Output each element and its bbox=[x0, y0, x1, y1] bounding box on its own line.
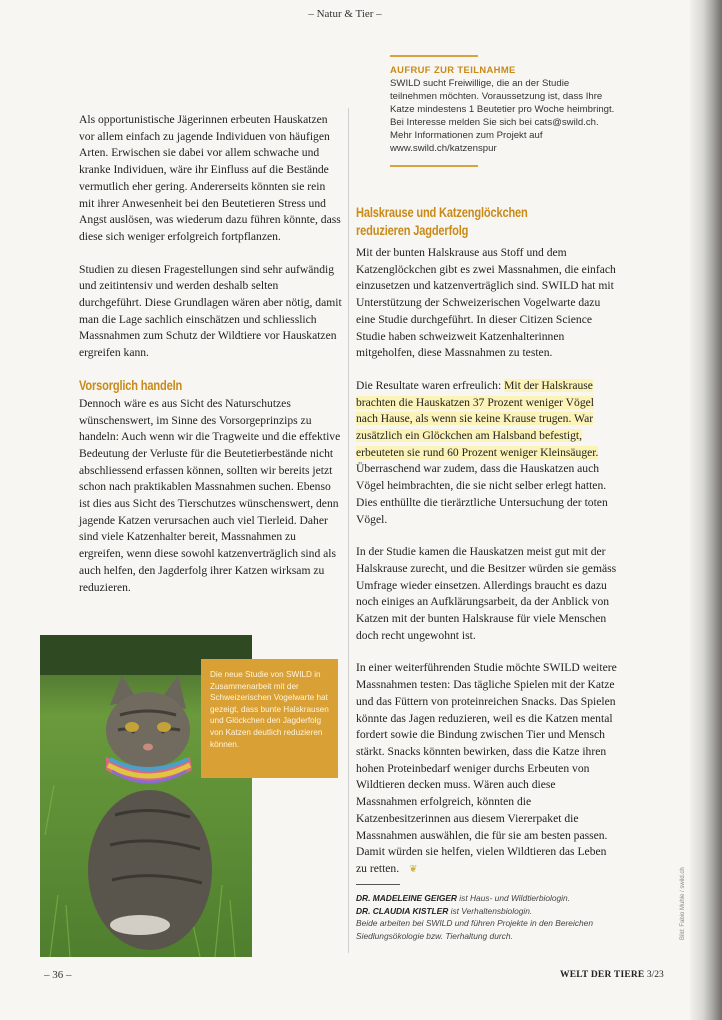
column-divider bbox=[348, 108, 349, 953]
photo-caption bbox=[201, 659, 338, 778]
participation-callout bbox=[390, 55, 618, 167]
vorsorglich-paragraph: Dennoch wäre es aus Sicht des Naturschutzes wünschenswert, im Sinne des Vorsorgeprinzips zu handeln: Auch wenn wir die Tragweite und die effektive Bedeutung der Verluste für die Beutetierbestände nicht abschliessend erfassen können, sollten wir bereits jetzt schon nach praktikablen Massnahmen suchen. Ebenso ist dies aus Sicht des Tierschutzes wünschenswert, denn jagende Katzen verursachen auch viel Tierleid. Daher sind viele Katzenhalter bereit, Massnahmen zu ergreifen, wenn diese sowohl katzenverträglich sind als auch helfen, den Jagderfolg ihrer Katzen wirksam zu reduzieren. bbox=[79, 396, 341, 594]
results-lead: Die Resultate waren erfreulich: bbox=[356, 378, 505, 392]
author-2 bbox=[356, 905, 620, 918]
author-2-role: ist Verhaltensbiologin. bbox=[448, 905, 533, 916]
end-mark-icon: ❦ bbox=[409, 863, 418, 875]
author-1-name: DR. MADELEINE GEIGER bbox=[356, 893, 457, 903]
author-rule bbox=[356, 884, 400, 885]
page-number: – 36 – bbox=[44, 969, 72, 981]
callout-title: AUFRUF ZUR TEILNAHME bbox=[390, 64, 516, 75]
page-spine-shadow bbox=[690, 0, 722, 1020]
author-2-name: DR. CLAUDIA KISTLER bbox=[356, 905, 449, 916]
results-paragraph bbox=[356, 378, 618, 528]
author-info bbox=[356, 884, 620, 942]
results-rest: Überraschend war zudem, dass die Hauskatzen auch Vögel heimbrachten, die sie nicht selber erlegt hatten. Dies enthüllte die tierärztliche Untersuchung der toten Vögel. bbox=[356, 462, 608, 526]
section-label: – Natur & Tier – bbox=[308, 8, 382, 20]
callout-bottom-rule bbox=[390, 165, 478, 167]
magazine-name: WELT DER TIERE bbox=[560, 970, 645, 980]
issue-number: 3/23 bbox=[644, 970, 664, 980]
author-1-role: ist Haus- und Wildtierbiologin. bbox=[456, 893, 571, 903]
study-paragraph: In der Studie kamen die Hauskatzen meist gut mit der Halskrause zurecht, und die Besitzer würden sie gemäss Umfrage wieder einsetzen. Allerdings braucht es dazu noch einiges an Aufklärungsarbeit, da der Anblick von Katzen mit der bunten Halskrause für viele Menschen doch recht ungewohnt ist. bbox=[356, 545, 617, 642]
heading-halskrause-line1: Halskrause und Katzenglöckchen bbox=[356, 205, 528, 220]
left-column bbox=[79, 112, 342, 612]
results-highlight: Mit der Halskrause brachten die Hauskatzen 37 Prozent weniger Vögel nach Hause, als wenn sie keine Krause trugen. War zusätzlich ein Glöckchen am Halsband befestigt, erbeuteten sie rund 60 Prozent weniger Kleinsäuger. bbox=[356, 378, 599, 459]
heading-halskrause-line2: reduzieren Jagderfolg bbox=[356, 223, 469, 238]
further-study-paragraph bbox=[356, 660, 618, 878]
callout-text: SWILD sucht Freiwillige, die an der Studie teilnehmen möchten. Voraussetzung ist, dass Ihre Katze mindestens 1 Beutetier pro Woche heimbringt. Bei Interesse melden Sie sich bei cats@swild.ch. Mehr Informationen zum Projekt auf www.swild.ch/katzenspur bbox=[390, 78, 615, 154]
photo-caption-text: Die neue Studie von SWILD in Zusammenarbeit mit der Schweizerischen Vogelwarte hat gezeigt, dass bunte Halskrausen und Glöckchen den Jagderfolg von Katzen deutlich reduzieren können. bbox=[210, 670, 329, 749]
heading-vorsorglich: Vorsorglich handeln bbox=[79, 377, 183, 393]
callout-top-rule bbox=[390, 55, 478, 57]
halskrause-paragraph-1: Mit der bunten Halskrause aus Stoff und dem Katzenglöckchen gibt es zwei Massnahmen, die einfach einzusetzen und katzenverträglich sind. SWILD hat mit Unterstützung der Schweizerischen Vogelwarte dazu eine Studie durchgeführt. In dieser Citizen Science Studie haben schweizweit Katzenhalterinnen mitgeholfen, diese Massnahmen zu testen. bbox=[356, 246, 616, 360]
author-1 bbox=[356, 892, 620, 905]
photo-credit: Bild: Fabio Muhle / swild.ch bbox=[680, 867, 686, 940]
author-note: Beide arbeiten bei SWILD und führen Projekte in den Bereichen Siedlungsökologie bzw. Tierhaltung durch. bbox=[356, 918, 593, 941]
intro-paragraph-1: Als opportunistische Jägerinnen erbeuten Hauskatzen vor allem einfach zu jagende Individuen von häufigen Arten. Erwischen sie dabei vor allem schwache und kranke Individuen, wäre ihr Einfluss auf die Bestände vermutlich eher gering. Andererseits könnten sie rein mit ihrer Anwesenheit bei den Beutetieren Stress und Angst auslösen, was wiederum dazu führen könnte, dass diese sich weniger erfolgreich fortpflanzen. bbox=[79, 113, 341, 243]
further-study-text: In einer weiterführenden Studie möchte SWILD weitere Massnahmen testen: Das tägliche Spielen mit der Katze und das Füttern von proteinreichen Snacks. Das Spielen könnte das Jagen reduzieren, weil es die Katzen mental fordert sowie die Bindung zwischen Tier und Mensch stärkt. Snacks könnten bewirken, dass die Katze ihren hohen Proteinbedarf weniger durchs Erbeuten von Wildtieren decken muss. Wären auch diese Massnahmen erfolgreich, könnten die Katzenbesitzerinnen aus diesem Viererpaket die Massnahmen auswählen, die für sie am besten passen. Damit würden sie helfen, vielen Wildtieren das Leben zu retten. bbox=[356, 661, 617, 875]
magazine-footer bbox=[560, 970, 664, 980]
intro-paragraph-2: Studien zu diesen Fragestellungen sind sehr aufwändig und zeitintensiv und werden deshalb selten durchgeführt. Diese Grundlagen wären aber nötig, damit man die Lage sachlich einschätzen und schliesslich Massnahmen zum Schutz der Wildtiere vor Hauskatzen ergreifen kann. bbox=[79, 262, 342, 360]
right-column bbox=[356, 205, 618, 895]
